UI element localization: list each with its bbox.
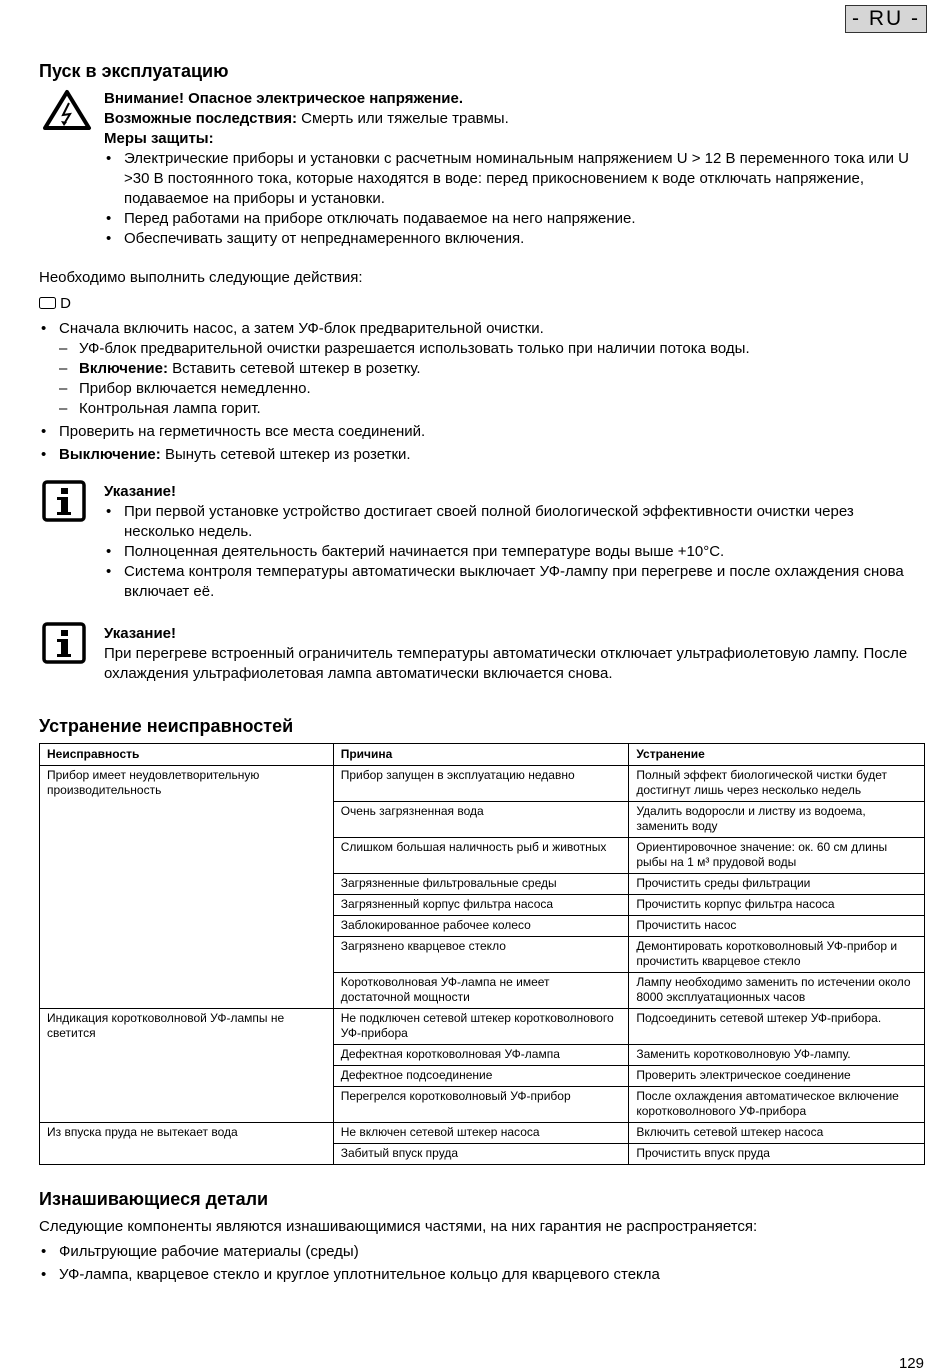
- fault-cell: Из впуска пруда не вытекает вода: [40, 1123, 334, 1165]
- remedy-cell: Ориентировочное значение: ок. 60 см длины рыбы на 1 м³ прудовой воды: [629, 838, 925, 874]
- table-row: [40, 766, 925, 802]
- column-header: Неисправность: [40, 744, 334, 766]
- remedy-cell: Полный эффект биологической чистки будет достигнут лишь через несколько недель: [629, 766, 925, 802]
- wear-parts-block: [39, 1217, 919, 1285]
- steps-block: [39, 319, 919, 465]
- list-item: • Электрические приборы и установки с расчетным номинальным напряжением U > 12 В переменного тока или U >30 В постоянного тока, которые находятся в воде: перед прикосновением к воде отключать напряжение, подаваемое на приборы и установки.: [104, 149, 934, 209]
- list-item: • УФ-лампа, кварцевое стекло и круглое уплотнительное кольцо для кварцевого стекла: [39, 1265, 919, 1285]
- note-title: Указание!: [104, 625, 177, 642]
- table-row: [40, 1123, 925, 1144]
- fault-cell: Индикация коротковолновой УФ-лампы не светится: [40, 1009, 334, 1123]
- note-text: При перегреве встроенный ограничитель температуры автоматически отключает ультрафиолетовую лампу. После охлаждения ультрафиолетовая лампа автоматически включается снова.: [104, 645, 908, 682]
- figure-icon: [39, 297, 56, 309]
- table-header-row: [40, 744, 925, 766]
- language-badge: - RU -: [845, 5, 927, 33]
- list-item: • Фильтрующие рабочие материалы (среды): [39, 1242, 919, 1262]
- list-item: • При первой установке устройство достигает своей полной биологической эффективности очистки через несколько недель.: [104, 502, 924, 542]
- note-block-2: [104, 624, 924, 684]
- cause-cell: Загрязнено кварцевое стекло: [333, 937, 629, 973]
- section-title-commissioning: Пуск в эксплуатацию: [39, 61, 229, 81]
- warning-block: [104, 89, 934, 249]
- section-title-troubleshooting: Устранение неисправностей: [39, 716, 294, 736]
- list-item: • Перед работами на приборе отключать подаваемое на него напряжение.: [104, 209, 934, 229]
- column-header: Причина: [333, 744, 629, 766]
- cause-cell: Прибор запущен в эксплуатацию недавно: [333, 766, 629, 802]
- cause-cell: Дефектная коротковолновая УФ-лампа: [333, 1045, 629, 1066]
- cause-cell: Не включен сетевой штекер насоса: [333, 1123, 629, 1144]
- cause-cell: Перегрелся коротковолновый УФ-прибор: [333, 1087, 629, 1123]
- cause-cell: Не подключен сетевой штекер коротковолнового УФ-прибора: [333, 1009, 629, 1045]
- remedy-cell: Включить сетевой штекер насоса: [629, 1123, 925, 1144]
- cause-cell: Очень загрязненная вода: [333, 802, 629, 838]
- list-item: • Выключение: Вынуть сетевой штекер из розетки.: [39, 445, 919, 465]
- note-title: Указание!: [104, 483, 177, 500]
- cause-cell: Дефектное подсоединение: [333, 1066, 629, 1087]
- remedy-cell: Прочистить впуск пруда: [629, 1144, 925, 1165]
- info-icon: [42, 480, 86, 522]
- remedy-cell: Прочистить корпус фильтра насоса: [629, 895, 925, 916]
- cause-cell: Забитый впуск пруда: [333, 1144, 629, 1165]
- list-item: – Прибор включается немедленно.: [59, 379, 919, 399]
- remedy-cell: Прочистить насос: [629, 916, 925, 937]
- info-icon: [42, 622, 86, 664]
- list-item: • Проверить на герметичность все места соединений.: [39, 422, 919, 442]
- column-header: Устранение: [629, 744, 925, 766]
- remedy-cell: Заменить коротковолновую УФ-лампу.: [629, 1045, 925, 1066]
- actions-intro: Необходимо выполнить следующие действия:: [39, 269, 363, 286]
- list-item: – УФ-блок предварительной очистки разрешается использовать только при наличии потока воды.: [59, 339, 919, 359]
- section-title-wear-parts: Изнашивающиеся детали: [39, 1189, 269, 1209]
- remedy-cell: Демонтировать коротковолновый УФ-прибор и прочистить кварцевое стекло: [629, 937, 925, 973]
- remedy-cell: После охлаждения автоматическое включение коротковолнового УФ-прибора: [629, 1087, 925, 1123]
- fault-cell: Прибор имеет неудовлетворительную производительность: [40, 766, 334, 1009]
- wear-parts-intro: Следующие компоненты являются изнашивающимися частями, на них гарантия не распространяется:: [39, 1218, 758, 1235]
- protective-measures-label: Меры защиты:: [104, 130, 214, 147]
- protective-measures-list: [104, 149, 934, 249]
- warning-heading: Внимание! Опасное электрическое напряжение.: [104, 90, 464, 107]
- list-item: • Сначала включить насос, а затем УФ-блок предварительной очистки.: [39, 319, 919, 339]
- list-item: – Контрольная лампа горит.: [59, 399, 919, 419]
- table-row: [40, 1009, 925, 1045]
- note-block-1: [104, 482, 924, 602]
- remedy-cell: Прочистить среды фильтрации: [629, 874, 925, 895]
- figure-reference: D: [39, 294, 71, 314]
- high-voltage-warning-icon: [42, 89, 92, 131]
- list-item: • Система контроля температуры автоматически выключает УФ-лампу при перегреве и после охлаждения снова включает её.: [104, 562, 924, 602]
- remedy-cell: Лампу необходимо заменить по истечении около 8000 эксплуатационных часов: [629, 973, 925, 1009]
- warning-consequences: Возможные последствия: Смерть или тяжелые травмы.: [104, 110, 509, 127]
- cause-cell: Загрязненный корпус фильтра насоса: [333, 895, 629, 916]
- cause-cell: Заблокированное рабочее колесо: [333, 916, 629, 937]
- list-item: • Полноценная деятельность бактерий начинается при температуре воды выше +10°C.: [104, 542, 924, 562]
- cause-cell: Коротковолновая УФ-лампа не имеет достаточной мощности: [333, 973, 629, 1009]
- list-item: • Обеспечивать защиту от непреднамеренного включения.: [104, 229, 934, 249]
- remedy-cell: Удалить водоросли и листву из водоема, заменить воду: [629, 802, 925, 838]
- troubleshooting-table: [39, 743, 925, 1165]
- list-item: – Включение: Вставить сетевой штекер в розетку.: [59, 359, 919, 379]
- remedy-cell: Подсоединить сетевой штекер УФ-прибора.: [629, 1009, 925, 1045]
- page-number: 129: [898, 1355, 924, 1372]
- remedy-cell: Проверить электрическое соединение: [629, 1066, 925, 1087]
- cause-cell: Загрязненные фильтровальные среды: [333, 874, 629, 895]
- cause-cell: Слишком большая наличность рыб и животных: [333, 838, 629, 874]
